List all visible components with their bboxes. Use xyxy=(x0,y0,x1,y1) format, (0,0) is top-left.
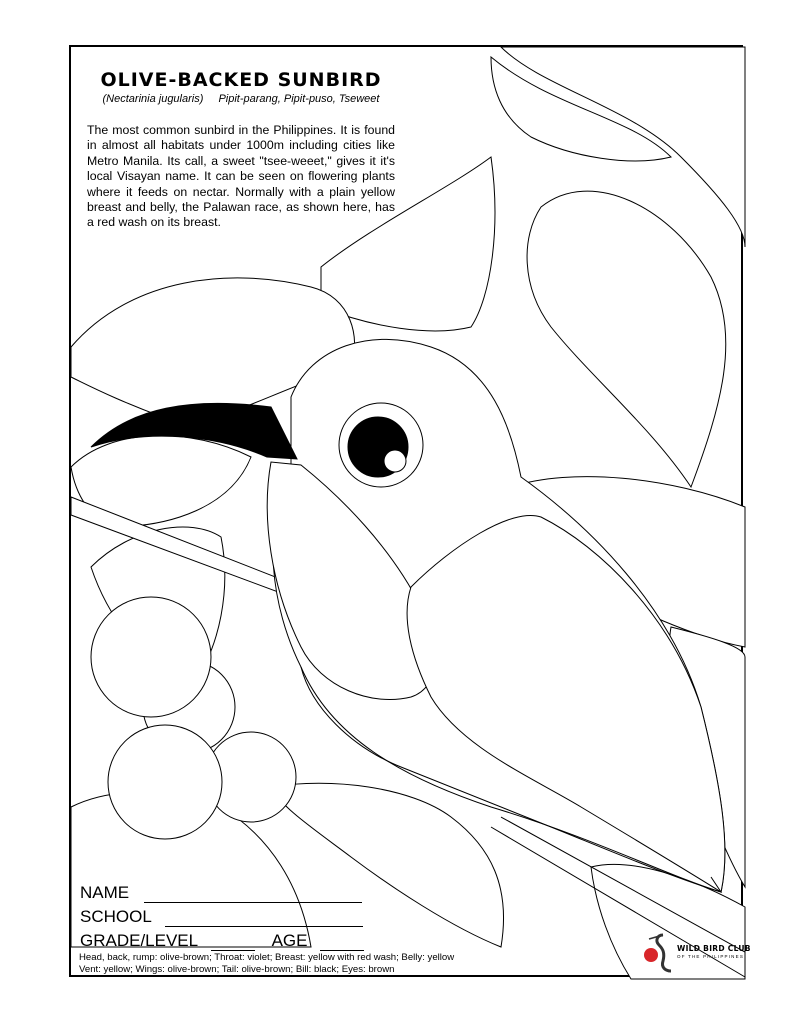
color-guide-line-2: Vent: yellow; Wings: olive-brown; Tail: olive-brown; Bill: black; Eyes: brown xyxy=(79,964,395,975)
club-subtitle: OF THE PHILIPPINES xyxy=(677,954,745,959)
coloring-page-frame xyxy=(69,45,751,977)
name-input[interactable] xyxy=(144,886,362,903)
grade-input[interactable] xyxy=(211,934,255,951)
berry-3 xyxy=(108,725,222,839)
berry-4 xyxy=(91,597,211,717)
school-input[interactable] xyxy=(165,910,363,927)
grade-age-row xyxy=(80,931,364,951)
title-block xyxy=(71,69,411,105)
color-guide-line-1: Head, back, rump: olive-brown; Throat: violet; Breast: yellow with red wash; Belly: yellow xyxy=(79,952,455,963)
club-logo xyxy=(641,931,751,973)
club-name: WILD BIRD CLUB xyxy=(677,944,751,953)
age-input[interactable] xyxy=(320,934,364,951)
scientific-name: (Nectarinia jugularis) xyxy=(102,93,204,105)
bird-eye-highlight xyxy=(384,450,406,472)
age-label: AGE xyxy=(271,931,308,950)
school-label: SCHOOL xyxy=(80,907,152,926)
name-label: NAME xyxy=(80,883,130,902)
color-guide xyxy=(79,952,454,976)
subtitle xyxy=(71,93,411,105)
page-title: OLIVE-BACKED SUNBIRD xyxy=(100,69,382,91)
local-names: Pipit-parang, Pipit-puso, Tseweet xyxy=(218,93,380,105)
leaf-right-upper xyxy=(527,191,726,487)
name-row xyxy=(80,883,362,903)
species-description: The most common sunbird in the Philippines. It is found in almost all habitats under 1000m including cities like Metro Manila. Its call, a sweet "tsee-weeet," gives it it's local Visayan name. It can be seen on flowering plants where it feeds on nectar. Normally with a plain yellow breast and belly, the Palawan race, as shown here, has a red wash on its breast. xyxy=(87,123,395,230)
grade-label: GRADE/LEVEL xyxy=(80,931,199,950)
heron-logo-icon xyxy=(641,931,677,973)
school-row xyxy=(80,907,363,927)
